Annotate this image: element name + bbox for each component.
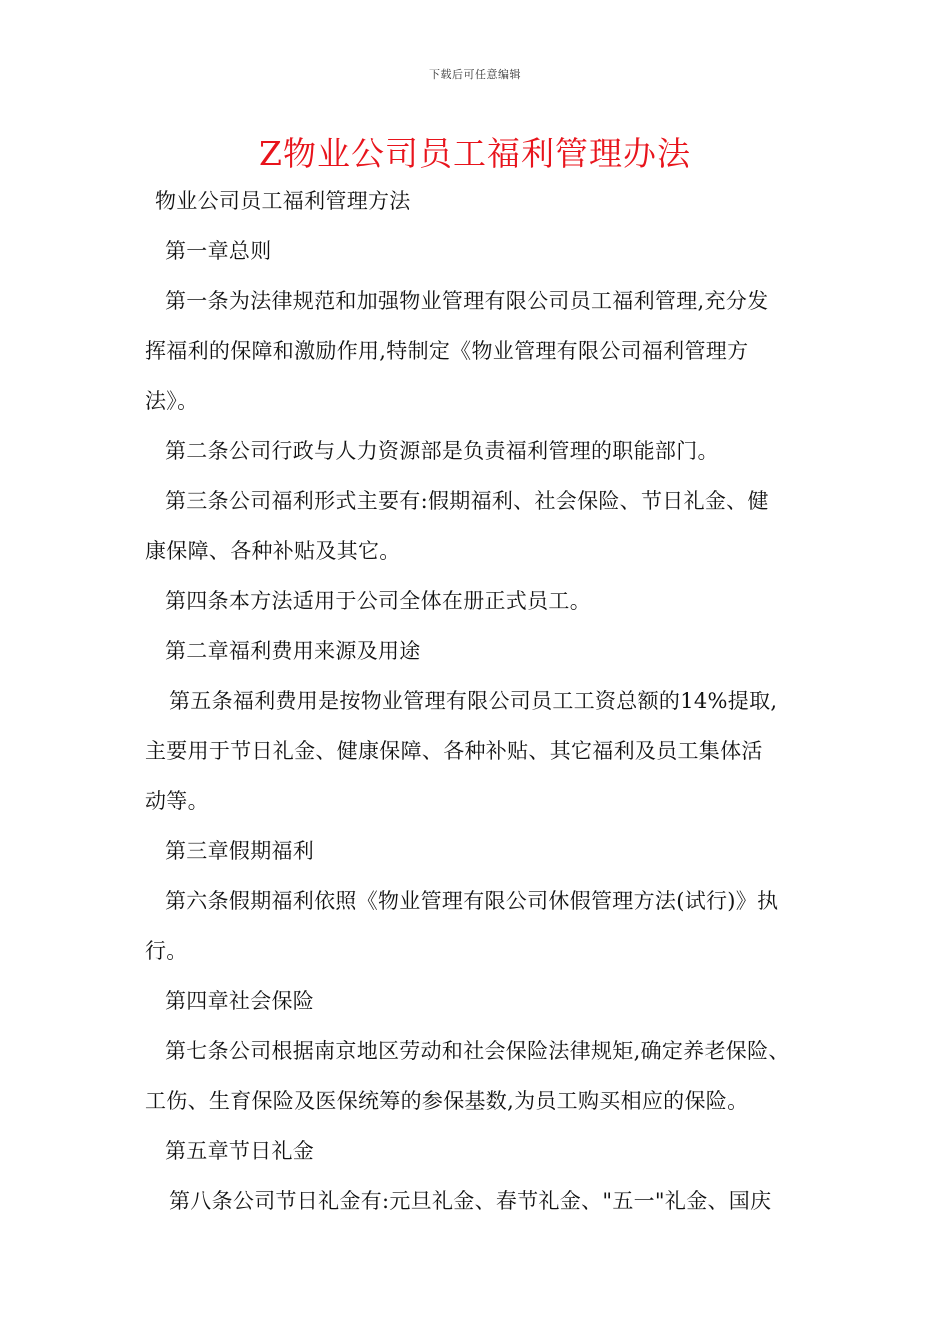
- document-body: [145, 176, 817, 1226]
- chapter-heading: 第五章节日礼金: [165, 1139, 315, 1163]
- chapter-heading: 第三章假期福利: [165, 839, 315, 863]
- paragraph-line: 行。: [145, 939, 188, 963]
- paragraph-line: 第七条公司根据南京地区劳动和社会保险法律规矩,确定养老保险、: [165, 1039, 790, 1063]
- chapter-heading: 第四章社会保险: [165, 989, 315, 1013]
- paragraph-line: 第三条公司福利形式主要有:假期福利、社会保险、节日礼金、健: [165, 489, 769, 513]
- paragraph-line: 第五条福利费用是按物业管理有限公司员工工资总额的14%提取,: [169, 689, 778, 713]
- chapter-heading: 第二章福利费用来源及用途: [165, 639, 421, 663]
- paragraph-line: 法》。: [145, 389, 199, 413]
- paragraph-line: 康保障、各种补贴及其它。: [145, 539, 401, 563]
- paragraph-line: 第六条假期福利依照《物业管理有限公司休假管理方法(试行)》执: [165, 889, 779, 913]
- paragraph-line: 第一条为法律规范和加强物业管理有限公司员工福利管理,充分发: [165, 289, 769, 313]
- header-note: 下载后可任意编辑: [429, 68, 521, 81]
- paragraph-line: 第八条公司节日礼金有:元旦礼金、春节礼金、"五一"礼金、国庆: [169, 1189, 772, 1213]
- subtitle-line: 物业公司员工福利管理方法: [155, 189, 411, 213]
- paragraph-line: 动等。: [145, 789, 209, 813]
- paragraph-line: 主要用于节日礼金、健康保障、各种补贴、其它福利及员工集体活: [145, 739, 763, 763]
- chapter-heading: 第一章总则: [165, 239, 272, 263]
- paragraph-line: 挥福利的保障和激励作用,特制定《物业管理有限公司福利管理方: [145, 339, 749, 363]
- paragraph-line: 第四条本方法适用于公司全体在册正式员工。: [165, 589, 591, 613]
- paragraph-line: 第二条公司行政与人力资源部是负责福利管理的职能部门。: [165, 439, 719, 463]
- document-title: Z物业公司员工福利管理办法: [259, 134, 691, 173]
- paragraph-line: 工伤、生育保险及医保统筹的参保基数,为员工购买相应的保险。: [145, 1089, 749, 1113]
